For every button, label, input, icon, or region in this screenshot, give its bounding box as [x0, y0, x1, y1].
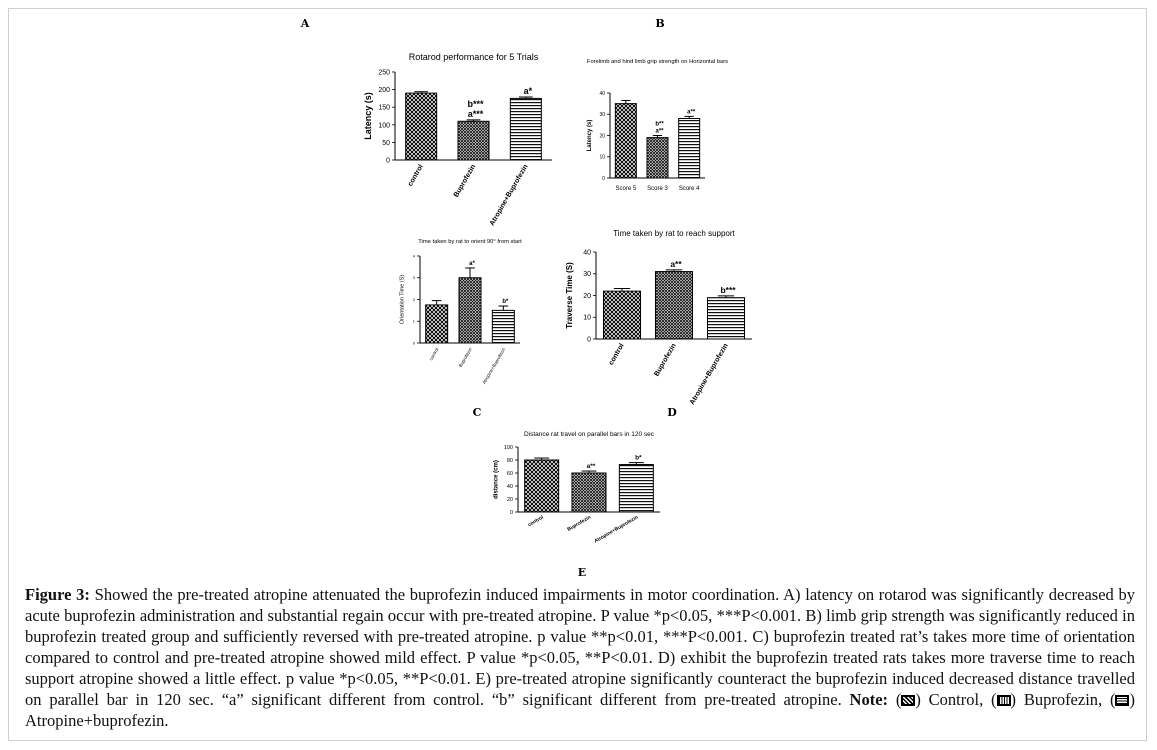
panel-letter-a: A — [300, 17, 310, 30]
bar-buprofezin — [458, 121, 489, 160]
bar-atropine-buprofezin — [492, 310, 514, 343]
chart-e — [494, 431, 660, 545]
bar-control — [604, 291, 641, 339]
buprofezin-swatch-icon — [997, 695, 1011, 706]
bar-atropine-buprofezin — [510, 98, 541, 160]
caption-label: Figure 3: — [25, 585, 90, 604]
y-tick-label: 250 — [378, 69, 390, 77]
y-tick-label: 2 — [412, 296, 415, 302]
panel-letter-e: E — [577, 566, 587, 579]
chart-title: Time taken by rat to reach support — [613, 229, 735, 238]
y-tick-label: 80 — [506, 457, 513, 464]
bar-atropine-buprofezin — [619, 465, 653, 512]
x-tick-label: Atropine+Buprofezin — [593, 514, 640, 545]
chart-title: Forelimb and hind limb grip strength on Horizontal bars — [586, 59, 729, 65]
x-tick-label: Buprofezin — [653, 342, 678, 378]
x-tick-label: control — [428, 347, 440, 362]
y-tick-label: 40 — [583, 249, 591, 257]
chart-b — [587, 59, 728, 192]
y-tick-label: 30 — [583, 271, 591, 279]
y-tick-label: 0 — [509, 509, 513, 516]
x-tick-label: Atropine+Buprofezin — [488, 163, 530, 228]
chart-c — [400, 239, 523, 385]
x-tick-label: Buprofezin — [457, 347, 473, 369]
x-tick-label: Score 4 — [678, 186, 700, 192]
y-tick-label: 10 — [583, 314, 591, 322]
y-tick-label: 30 — [599, 112, 605, 118]
x-tick-label: Score 3 — [647, 186, 668, 192]
x-tick-label: control — [526, 514, 545, 529]
bar-score-3 — [647, 138, 668, 178]
y-axis-label: Traverse Time (S) — [564, 262, 574, 329]
bar-buprofezin — [656, 272, 693, 339]
significance-label: a** — [687, 109, 696, 116]
y-tick-label: 40 — [599, 90, 605, 97]
y-axis-label: Orientation Time (S) — [399, 274, 406, 325]
y-tick-label: 60 — [506, 470, 513, 477]
significance-label: a** — [586, 463, 596, 471]
significance-label: b* — [635, 454, 642, 462]
y-tick-label: 150 — [378, 104, 390, 112]
x-tick-label: control — [607, 342, 626, 367]
bar-score-4 — [679, 119, 700, 179]
y-axis-label: Latency (s) — [587, 119, 593, 152]
y-axis-label: Latency (s) — [362, 92, 373, 140]
legend-atropine: Atropine+buprofezin. — [25, 711, 169, 730]
significance-label: a*** — [467, 108, 484, 119]
x-tick-label: Buprofezin — [452, 163, 478, 199]
significance-label: b** — [655, 121, 664, 128]
atropine-swatch-icon — [1115, 695, 1129, 706]
y-tick-label: 20 — [583, 292, 591, 300]
bar-atropine-buprofezin — [708, 298, 745, 339]
significance-label: a* — [523, 85, 533, 96]
bar-control — [426, 305, 448, 343]
y-tick-label: 4 — [412, 253, 415, 259]
panel-letter-b: B — [655, 17, 665, 30]
y-tick-label: 100 — [503, 444, 513, 451]
x-tick-label: Atropine+Buprofezin — [688, 342, 730, 407]
control-swatch-icon — [901, 695, 915, 706]
bar-control — [525, 460, 559, 512]
y-tick-label: 1 — [412, 318, 415, 324]
chart-a — [363, 52, 552, 227]
y-tick-label: 10 — [599, 154, 605, 161]
caption-text: Showed the pre-treated atropine attenuated the buprofezin induced impairments in motor coordination. A) latency on rotarod was significantly decreased by acute buprofezin administration and substantial regain occur with pre-treated atropine. P value *p<0.05, ***P<0.001. B) limb grip strength was significantly reduced in buprofezin treated group and sufficiently reversed with pre-treated atropine. p value **p<0.01, ***P<0.001. C) buprofezin treated rat’s takes more time of orientation compared to control and pre-treated atropine showed mild effect. P value *p<0.05, **P<0.01. D) exhibit the buprofezin treated rats takes more traverse time to reach support atropine showed a little effect. p value *p<0.05, **P<0.01. E) pre-treated atropine significantly counteract the buprofezin induced decreased distance travelled on parallel bar in 120 sec. “a” significant different from control. “b” significant different from pre-treated atropine. — [25, 585, 1136, 709]
chart-title: Distance rat travel on parallel bars in 120 sec — [523, 431, 655, 438]
note-label: Note: — [849, 690, 889, 709]
y-tick-label: 0 — [587, 336, 591, 344]
panel-letter-c: C — [472, 406, 482, 419]
y-tick-label: 20 — [506, 496, 513, 503]
bar-control — [406, 93, 437, 160]
bar-buprofezin — [572, 473, 606, 512]
chart-title: Time taken by rat to orient 90° from start — [418, 239, 522, 245]
panel-letter-d: D — [667, 406, 677, 419]
y-tick-label: 0 — [602, 175, 605, 182]
legend-control: Control — [928, 690, 980, 709]
chart-d — [565, 229, 752, 406]
y-tick-label: 20 — [599, 133, 605, 140]
y-tick-label: 40 — [506, 483, 513, 490]
y-tick-label: 200 — [378, 87, 390, 95]
bar-buprofezin — [459, 278, 481, 343]
significance-label: b*** — [720, 284, 736, 295]
x-tick-label: Buprofezin — [566, 514, 592, 533]
significance-label: a** — [655, 128, 664, 135]
figure-caption: Figure 3: Showed the pre-treated atropine attenuated the buprofezin induced impairments in motor coordination. A) latency on rotarod was significantly decreased by acute buprofezin administration and substantial regain occur with pre-treated atropine. P value *p<0.05, ***P<0.001. B) limb grip strength was significantly reduced in buprofezin treated group and sufficiently reversed with pre-treated atropine. p value **p<0.01, ***P<0.001. C) buprofezin treated rat’s takes more time of orientation compared to control and pre-treated atropine showed mild effect. P value *p<0.05, **P<0.01. D) exhibit the buprofezin treated rats takes more traverse time to reach support atropine showed a little effect. p value *p<0.05, **P<0.01. E) pre-treated atropine significantly counteract the buprofezin induced decreased distance travelled on parallel bar in 120 sec. “a” significant different from control. “b” significant different from pre-treated atropine. Note: ( ) Control, ( ) Buprofezin, ( ) Atropine+buprofezin. — [25, 585, 1136, 730]
significance-label: a* — [469, 260, 475, 267]
y-tick-label: 0 — [386, 157, 390, 165]
y-axis-label: distance (cm) — [493, 460, 500, 499]
y-tick-label: 0 — [412, 340, 415, 346]
y-tick-label: 3 — [412, 275, 415, 281]
significance-label: a** — [670, 258, 682, 269]
y-tick-label: 100 — [378, 122, 390, 130]
x-tick-label: Atropine+Buprofezin — [481, 347, 507, 385]
x-tick-label: Score 5 — [615, 186, 637, 192]
chart-title: Rotarod performance for 5 Trials — [408, 52, 539, 62]
bar-score-5 — [615, 104, 636, 178]
legend-buprofezin: Buprofezin — [1023, 690, 1099, 709]
x-tick-label: control — [406, 163, 425, 188]
significance-label: b*** — [467, 98, 484, 109]
y-tick-label: 50 — [382, 139, 390, 147]
significance-label: b* — [502, 299, 509, 306]
